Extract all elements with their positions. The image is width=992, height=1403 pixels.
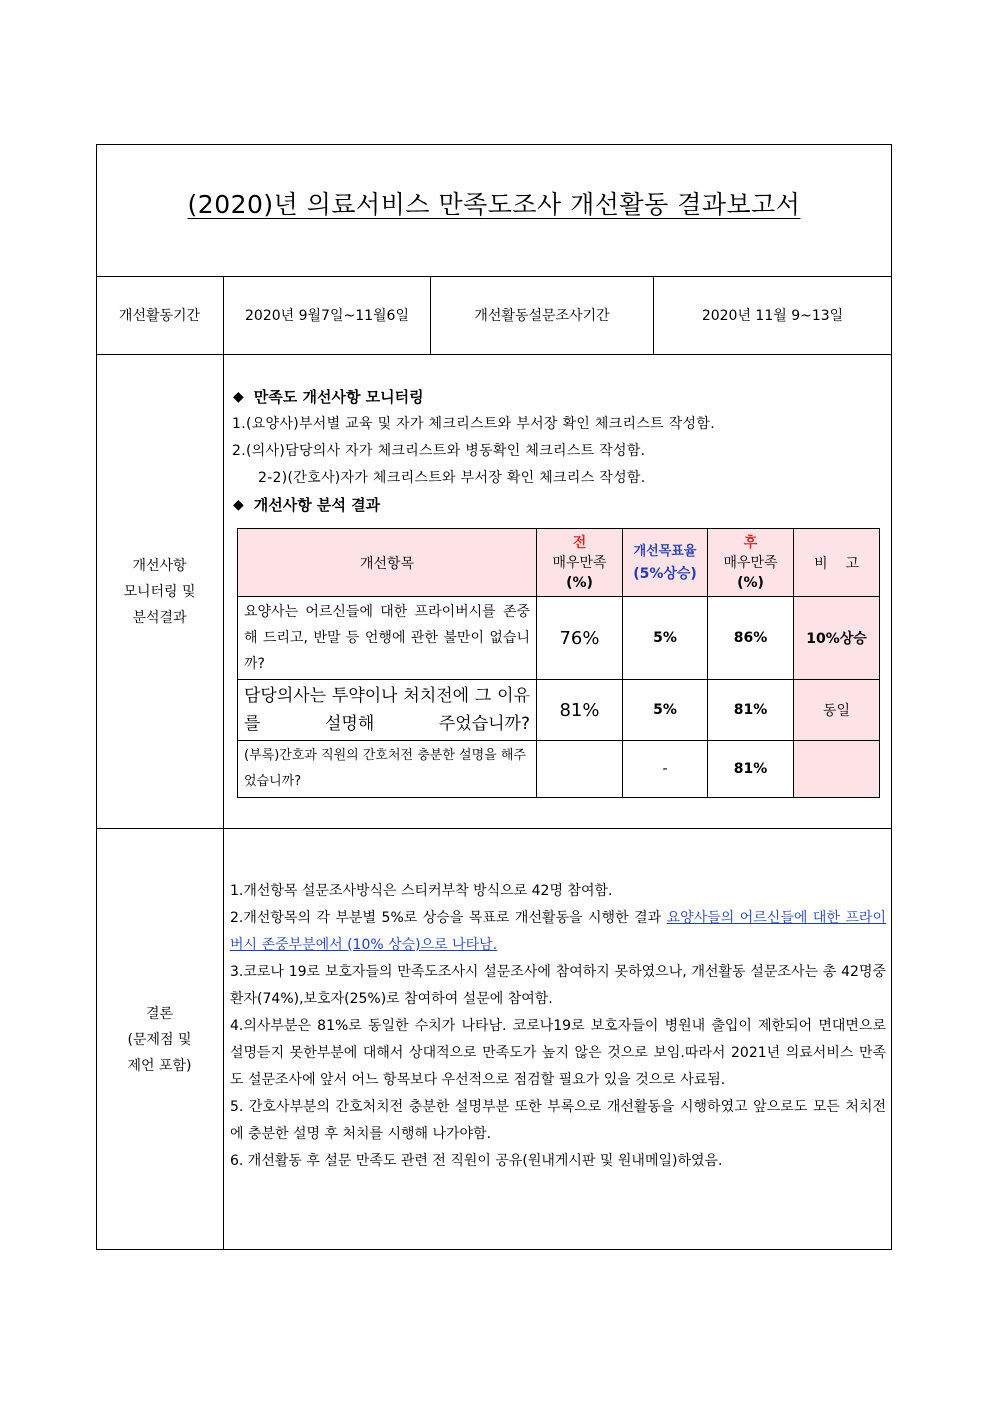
paragraph-text: 2.개선항목의 각 부분별 5%로 상승을 목표로 개선활동을 시행한 결과 <box>230 910 667 926</box>
row-before: 81% <box>537 680 623 741</box>
section-title: 만족도 개선사항 모니터링 <box>253 388 424 406</box>
row-label-line: 분석결과 <box>132 609 187 626</box>
header-line: 매우만족 <box>552 554 607 571</box>
conclusion-text <box>230 878 886 1175</box>
row-item: 담당의사는 투약이나 처치전에 그 이유를 설명해 주었습니까? <box>238 680 537 741</box>
section-title: 개선사항 분석 결과 <box>253 496 381 514</box>
row-after: 86% <box>708 597 794 680</box>
diamond-bullet-icon: ◆ <box>233 388 244 405</box>
header-target <box>623 529 708 597</box>
analysis-table <box>237 528 880 798</box>
table-row <box>238 597 880 680</box>
row-note: 동일 <box>794 680 880 741</box>
conclusion-paragraph: 5. 간호사부분의 간호처치전 충분한 설명부분 또한 부록으로 개선활동을 시행하였고 앞으로도 모든 처치전에 충분한 설명 후 처치를 시행해 나가야함. <box>230 1099 886 1142</box>
survey-period-label-text: 개선활동설문조사기간 <box>474 307 610 324</box>
row-before <box>537 741 623 798</box>
conclusion-paragraph: 3.코로나 19로 보호자들의 만족도조사시 설문조사에 참여하지 못하였으나, 개선활동 설문조사는 총 42명중 환자(74%),보호자(25%)로 참여하여 설문에 참여함. <box>230 964 886 1007</box>
conclusion-paragraph: 1.개선항목 설문조사방식은 스티커부착 방식으로 42명 참여함. <box>230 883 613 899</box>
row-label-line: 모니터링 및 <box>123 583 196 600</box>
activity-period-value <box>224 277 430 354</box>
row-label-line: (문제점 및 <box>127 1031 192 1048</box>
activity-period-label <box>96 277 223 354</box>
monitoring-item: 1.(요양사)부서별 교육 및 자가 체크리스트와 부서장 확인 체크리스트 작성함. <box>232 416 715 432</box>
row-before: 76% <box>537 597 623 680</box>
row-after: 81% <box>708 680 794 741</box>
row-label-line: 결론 <box>145 1005 174 1022</box>
table-row <box>238 741 880 798</box>
diamond-bullet-icon: ◆ <box>233 496 244 513</box>
row-after: 81% <box>708 741 794 798</box>
conclusion-paragraph: 6. 개선활동 후 설문 만족도 관련 전 직원이 공유(원내게시판 및 원내메일)하였음. <box>230 1153 723 1169</box>
row-label-line: 제언 포함) <box>127 1057 192 1074</box>
header-line: (%) <box>737 574 764 591</box>
header-before <box>537 529 623 597</box>
row-target: - <box>623 741 708 798</box>
conclusion-row-label <box>96 829 223 1250</box>
row-note: 10%상승 <box>794 597 880 680</box>
survey-period-value-text: 2020년 11월 9~13일 <box>701 307 844 324</box>
monitoring-row-label <box>96 355 223 828</box>
table-header-row <box>238 529 880 597</box>
activity-period-label-text: 개선활동기간 <box>118 307 201 324</box>
row-item: 요양사는 어르신들에 대한 프라이버시를 존중해 드리고, 반말 등 언행에 관한 불만이 없습니까? <box>238 597 537 680</box>
divider <box>223 276 224 1250</box>
monitoring-item: 2.(의사)담당의사 자가 체크리스트와 병동확인 체크리스트 작성함. <box>232 443 646 459</box>
highlighted-result: 요양사들의 어르신들에 대한 프라이버시 존중부분에서 (10% 상승)으로 나타남. <box>230 910 886 953</box>
header-note: 비 고 <box>794 529 880 597</box>
conclusion-paragraph <box>230 905 886 959</box>
header-line: (%) <box>566 574 593 591</box>
row-item: (부록)간호과 직원의 간호처전 충분한 설명을 해주었습니까? <box>238 741 537 798</box>
after-mark: 후 <box>743 534 758 551</box>
monitoring-item: 2-2)(간호사)자가 체크리스트와 부서장 확인 체크리스 작성함. <box>258 470 646 486</box>
conclusion-paragraph: 4.의사부분은 81%로 동일한 수치가 나타남. 코로나19로 보호자들이 병원내 출입이 제한되어 면대면으로 설명듣지 못한부분에 대해서 상대적으로 만족도가 높지 않은 것으로 보임.따라서 2021년 의료서비스 만족도 설문조사에 앞서 어느 항목보다 우선적으로 점검할 필요가 있을 것으로 사료됨. <box>230 1018 886 1088</box>
row-label-line: 개선사항 <box>132 557 187 574</box>
header-line: 개선목표율 <box>633 543 697 559</box>
table-row <box>238 680 880 741</box>
analysis-section-heading <box>233 494 380 515</box>
row-note <box>794 741 880 798</box>
activity-period-value-text: 2020년 9월7일~11월6일 <box>245 307 409 324</box>
header-after <box>708 529 794 597</box>
survey-period-label <box>431 277 653 354</box>
monitoring-section-heading <box>233 386 424 407</box>
header-item: 개선항목 <box>238 529 537 597</box>
row-target: 5% <box>623 680 708 741</box>
page-title <box>97 185 891 221</box>
before-mark: 전 <box>572 534 587 551</box>
header-line: (5%상승) <box>633 565 697 582</box>
survey-period-value <box>654 277 891 354</box>
row-target: 5% <box>623 597 708 680</box>
header-line: 매우만족 <box>723 554 778 571</box>
title-text: (2020)년 의료서비스 만족도조사 개선활동 결과보고서 <box>187 190 801 219</box>
